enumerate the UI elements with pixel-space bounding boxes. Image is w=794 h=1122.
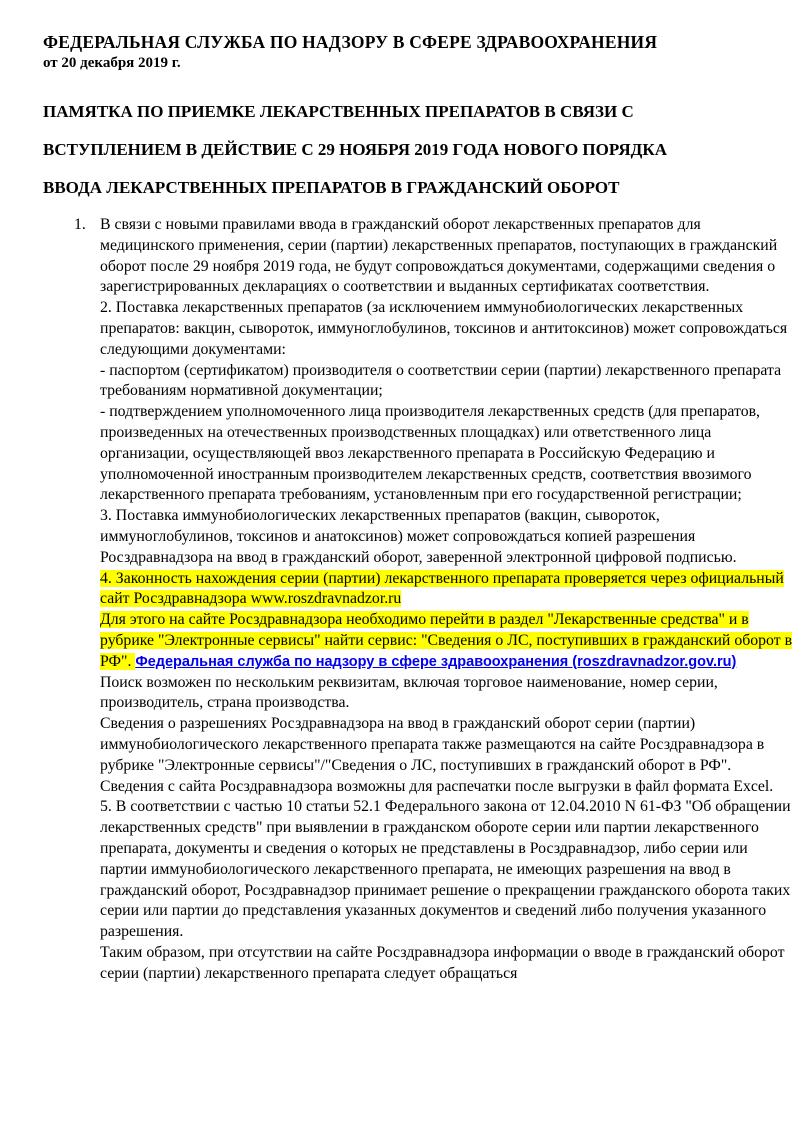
list-number: 1. (74, 216, 86, 233)
text-run: - паспортом (сертификатом) производителя о соответствии серии (партии) лекарственного препарата требованиям нормативной документации; (100, 361, 782, 400)
agency-name: ФЕДЕРАЛЬНАЯ СЛУЖБА ПО НАДЗОРУ В СФЕРЕ ЗДРАВООХРАНЕНИЯ (43, 32, 658, 52)
paragraph (100, 610, 794, 672)
paragraph (100, 777, 794, 798)
paragraph (100, 506, 794, 568)
document-date: от 20 декабря 2019 г. (43, 55, 181, 71)
text-run: Поиск возможен по нескольким реквизитам, включая торговое наименование, номер серии, производитель, страна производства. (100, 673, 718, 712)
paragraph (100, 943, 794, 985)
title-line-2: ВСТУПЛЕНИЕМ В ДЕЙСТВИЕ С 29 НОЯБРЯ 2019 ГОДА НОВОГО ПОРЯДКА (43, 140, 667, 159)
text-run: Таким образом, при отсутствии на сайте Росздравнадзора информации о вводе в гражданский оборот серии (партии) лекарственного препарата следует обращаться (100, 943, 785, 982)
paragraph (100, 361, 794, 403)
text-run: В связи с новыми правилами ввода в гражданский оборот лекарственных препаратов для медицинского применения, серии (партии) лекарственных препаратов, поступающих в гражданский оборот после 29 ноября 2019 года, не будут сопровождаться документами, содержащими сведения о зарегистрированных декларациях о соответствии и выданных сертификатах соответствия. (100, 216, 778, 296)
document-body (74, 215, 794, 984)
paragraph (100, 569, 794, 611)
paragraph (100, 298, 794, 360)
paragraph (74, 215, 794, 298)
paragraph (100, 402, 794, 506)
document-title (43, 93, 794, 207)
paragraph (100, 797, 794, 943)
title-line-3: ВВОДА ЛЕКАРСТВЕННЫХ ПРЕПАРАТОВ В ГРАЖДАНСКИЙ ОБОРОТ (43, 178, 620, 197)
text-run: 2. Поставка лекарственных препаратов (за исключением иммунобиологических лекарственных препаратов: вакцин, сывороток, иммуноглобулинов, токсинов и антитоксинов) может сопровождаться следующими документами: (100, 299, 788, 358)
highlighted-text: Для этого на сайте Росздравнадзора необходимо перейти в раздел "Лекарственные средства" и в рубрике "Электронные сервисы" найти сервис: "Сведения о ЛС, поступивших в гражданский оборот в РФ". (100, 611, 793, 670)
text-run: Сведения с сайта Росздравнадзора возможны для распечатки после выгрузки в файл формата Excel. (100, 777, 774, 795)
paragraph (100, 714, 794, 776)
paragraph (100, 673, 794, 715)
text-run: 3. Поставка иммунобиологических лекарственных препаратов (вакцин, сывороток, иммуноглобулинов, токсинов и анатоксинов) может сопровождаться копией разрешения Росздравнадзора на ввод в гражданский оборот, заверенной электронной цифровой подписью. (100, 507, 737, 566)
title-line-1: ПАМЯТКА ПО ПРИЕМКЕ ЛЕКАРСТВЕННЫХ ПРЕПАРАТОВ В СВЯЗИ С (43, 102, 634, 121)
text-run: - подтверждением уполномоченного лица производителя лекарственных средств (для препаратов, произведенных на отечественных производственных площадках) или ответственного лица организации, осуществляющей ввоз лекарственного препарата в Российскую Федерацию и уполномоченной иностранным производителем лекарственных средств, соответствия ввозимого лекарственного препарата требованиям, установленным при его государственной регистрации; (100, 403, 761, 504)
highlighted-text: 4. Законность нахождения серии (партии) лекарственного препарата проверяется через официальный сайт Росздравнадзора www.roszdravnadzor.ru (100, 569, 784, 608)
text-run: Сведения о разрешениях Росздравнадзора на ввод в гражданский оборот серии (партии) иммунобиологического лекарственного препарата также размещаются на сайте Росздравнадзора в рубрике "Электронные сервисы"/"Сведения о ЛС, поступивших в гражданский оборот в РФ". (100, 715, 765, 774)
text-run: 5. В соответствии с частью 10 статьи 52.1 Федерального закона от 12.04.2010 N 61-ФЗ "Об обращении лекарственных средств" при выявлении в гражданском обороте серии или партии лекарственного препарата, документы и сведения о которых не представлены в Росздравнадзор, либо серии или партии иммунобиологического лекарственного препарата, не имеющих разрешения на ввод в гражданский оборот, Росздравнадзор принимает решение о прекращении гражданского оборота таких серии или партии до представления указанных документов и сведений либо получения указанного разрешения. (100, 798, 791, 941)
roszdravnadzor-link[interactable]: Федеральная служба по надзору в сфере здравоохранения (roszdravnadzor.gov.ru) (135, 653, 737, 670)
